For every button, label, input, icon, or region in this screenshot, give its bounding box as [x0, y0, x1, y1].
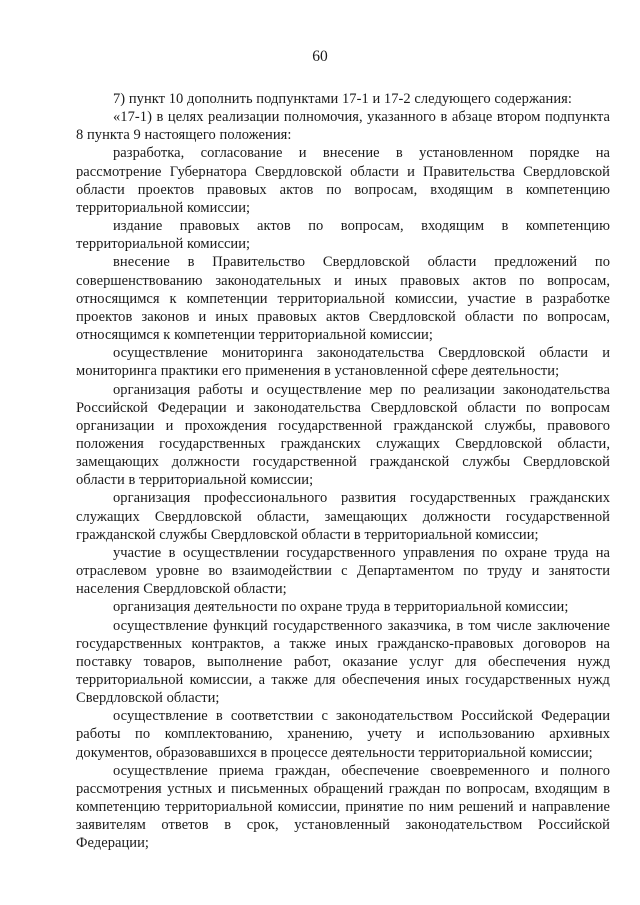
paragraph: осуществление функций государственного заказчика, в том числе заключение государственных контрактов, а также иных гражданско-правовых договоров на поставку товаров, выполнение работ, оказание услуг для обеспечения нужд территориальной комиссии, а также для обеспечения иных государственных нужд Свердловской области; [76, 617, 610, 707]
paragraph: организация деятельности по охране труда в территориальной комиссии; [113, 599, 569, 616]
paragraph: внесение в Правительство Свердловской области предложений по совершенствованию законодательных и иных правовых актов по вопросам, относящимся к компетенции территориальной комиссии, участие в разработке проектов законов и иных правовых актов Свердловской области по вопросам, относящимся к компетенции территориальной комиссии; [76, 254, 610, 344]
paragraph: осуществление в соответствии с законодательством Российской Федерации работы по комплектованию, хранению, учету и использованию архивных документов, образовавшихся в процессе деятельности территориальной комиссии; [76, 708, 610, 761]
document-body [76, 90, 610, 853]
paragraph: участие в осуществлении государственного управления по охране труда на отраслевом уровне во взаимодействии с Департаментом по труду и занятости населения Свердловской области; [76, 544, 610, 598]
paragraph: издание правовых актов по вопросам, входящим в компетенцию территориальной комиссии; [76, 218, 610, 253]
paragraph: осуществление мониторинга законодательства Свердловской области и мониторинга практики его применения в установленной сфере деятельности; [76, 345, 610, 380]
paragraph: разработка, согласование и внесение в установленном порядке на рассмотрение Губернатора Свердловской области и Правительства Свердловской области проектов правовых актов по вопросам, входящим в компетенцию территориальной комиссии; [76, 145, 610, 216]
paragraph: «17-1) в целях реализации полномочия, указанного в абзаце втором подпункта 8 пункта 9 настоящего положения: [76, 109, 610, 144]
paragraph: организация профессионального развития государственных гражданских служащих Свердловской области, замещающих должности государственной гражданской службы Свердловской области в территориальной комиссии; [76, 490, 610, 543]
paragraph: 7) пункт 10 дополнить подпунктами 17-1 и 17-2 следующего содержания: [113, 91, 572, 107]
paragraph: организация работы и осуществление мер по реализации законодательства Российской Федерации и законодательства Свердловской области по вопросам организации и прохождения государственной гражданской службы, правового положения государственных гражданских служащих Свердловской области, замещающих должности государственной гражданской службы Свердловской области в территориальной комиссии; [76, 381, 610, 489]
paragraph: осуществление приема граждан, обеспечение своевременного и полного рассмотрения устных и письменных обращений граждан по вопросам, входящим в компетенцию территориальной комиссии, принятие по ним решений и направление заявителям ответов в срок, установленный законодательством Российской Федерации; [76, 762, 610, 852]
page-number: 60 [312, 48, 328, 65]
